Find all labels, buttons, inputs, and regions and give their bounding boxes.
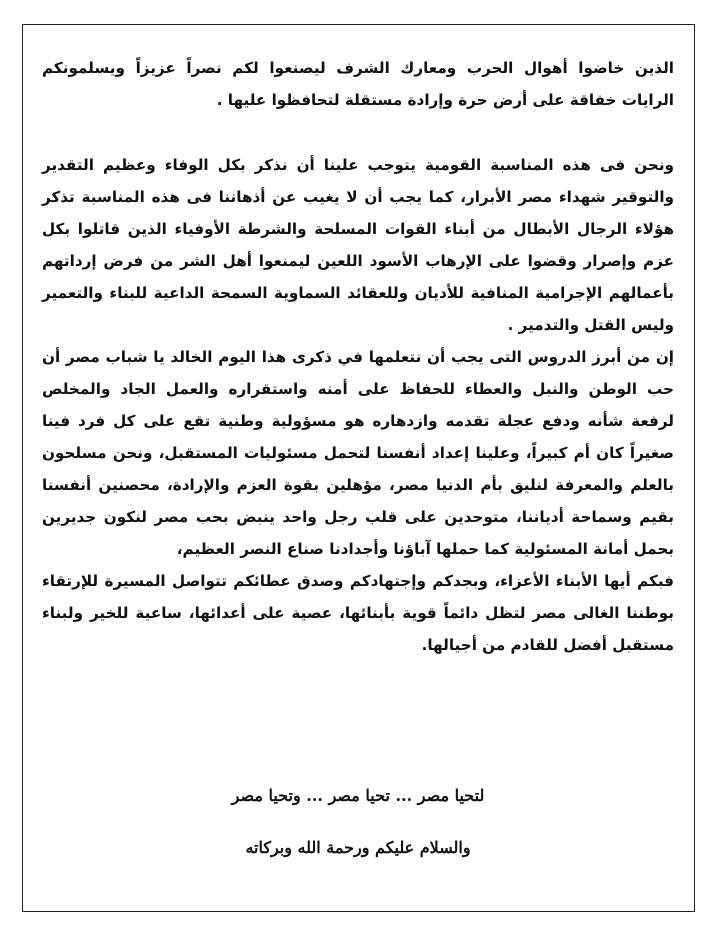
paragraph-1: الذين خاضوا أهوال الحرب ومعارك الشرف ليصنعوا لكم نصراً عزيزاً ويسلمونكم الرايات خفاقة على أرض حرة وإرادة مستقلة لتحافظوا عليها . bbox=[42, 59, 674, 109]
closing-slogan: لتحيا مصر ... تحيا مصر ... وتحيا مصر bbox=[231, 786, 485, 805]
paragraph-3: إن من أبرز الدروس التى يجب أن نتعلمها في ذكرى هذا اليوم الخالد يا شباب مصر أن حب الوطن والنبل والعطاء للحفاظ على أمنه واستقراره والعمل الجاد والمخلص لرفعة شأنه ودفع عجلة تقدمه وازدهاره هو مسؤولية وطنية تقع على كل فرد فينا صغيراً كان أم كبيراً، وعلينا إعداد أنفسنا لتحمل مسئوليات المستقبل، ونحن مسلحون بالعلم والمعرفة لنليق بأم الدنيا مصر، مؤهلين بقوة العزم والإرادة، محصنين أنفسنا بقيم وسماحة أدياننا، متوحدين على قلب رجل واحد ينبض بحب مصر لنكون جديرين بحمل أمانة المسئولية كما حملها آباؤنا وأجدادنا صناع النصر العظيم، bbox=[42, 348, 674, 558]
paragraph-2: ونحن فى هذه المناسبة القومية يتوجب علينا أن نذكر بكل الوفاء وعظيم التقدير والتوقير شهداء مصر الأبرار، كما يجب أن لا يغيب عن أذهاننا فى هذه المناسبة تذكر هؤلاء الرجال الأبطال من أبناء القوات المسلحة والشرطة الأوفياء الذين قاتلوا بكل عزم وإصرار وقضوا على الإرهاب الأسود اللعين ليمنعوا أهل الشر من فرض إرداتهم بأعمالهم الإجرامية المنافية للأديان وللعقائد السماوية السمحة الداعية للبناء والتعمير وليس القتل والتدمير . bbox=[42, 156, 674, 334]
closing-salam: والسلام عليكم ورحمة الله وبركاته bbox=[245, 838, 471, 857]
paragraph-gap bbox=[42, 116, 674, 149]
paragraph-4: فبكم أيها الأبناء الأعزاء، وبجدكم وإجتهادكم وصدق عطائكم تتواصل المسيرة للإرتقاء بوطننا الغالى مصر لتظل دائماً قوية بأبنائها، عصية على أعدائها، ساعية للخير ولبناء مستقبل أفضل للقادم من أجيالها. bbox=[42, 572, 674, 654]
document-body bbox=[42, 52, 674, 661]
